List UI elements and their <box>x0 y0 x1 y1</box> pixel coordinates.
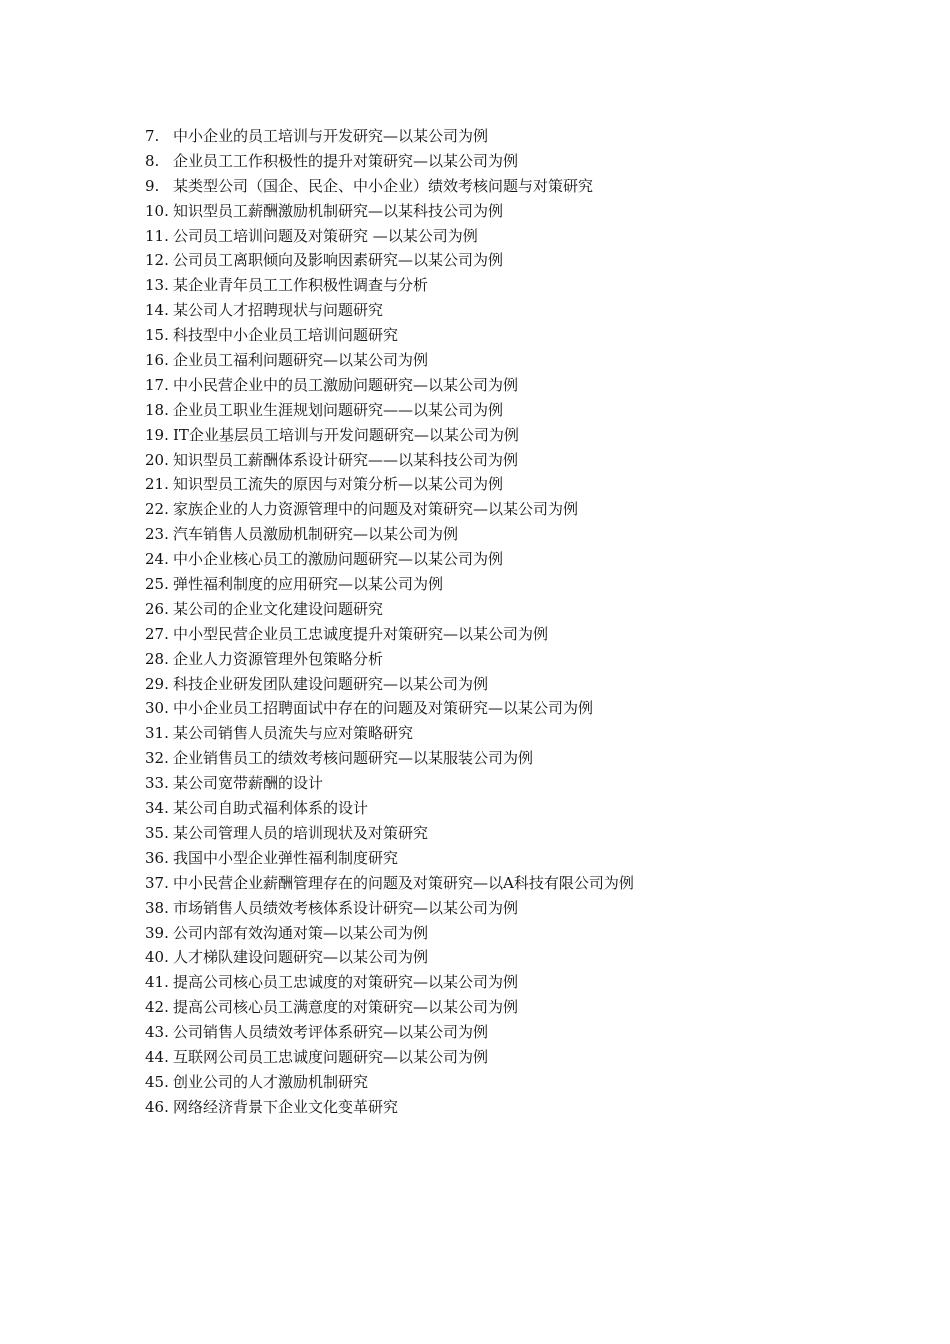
topic-number: 31. <box>145 724 169 743</box>
topic-number: 20. <box>145 450 169 469</box>
topic-title: 科技企业研发团队建设问题研究—以某公司为例 <box>173 674 489 693</box>
topic-number: 29. <box>145 674 169 693</box>
topic-number: 33. <box>145 774 169 793</box>
topic-item <box>145 945 865 970</box>
topic-item <box>145 696 865 721</box>
topic-title: 汽车销售人员激励机制研究—以某公司为例 <box>173 525 459 544</box>
topic-number: 26. <box>145 599 169 618</box>
topic-item <box>145 472 865 497</box>
topic-item <box>145 373 865 398</box>
topic-item <box>145 672 865 697</box>
topic-number: 19. <box>145 425 169 444</box>
topic-title: 某公司宽带薪酬的设计 <box>173 774 324 793</box>
topic-number: 43. <box>145 1023 169 1042</box>
topic-title: 提高公司核心员工忠诚度的对策研究—以某公司为例 <box>173 973 519 992</box>
topic-item <box>145 796 865 821</box>
topic-number: 17. <box>145 375 169 394</box>
topic-number: 23. <box>145 525 169 544</box>
topic-number: 42. <box>145 998 169 1017</box>
topic-number: 24. <box>145 550 169 569</box>
topic-item <box>145 572 865 597</box>
topic-number: 9. <box>145 176 160 195</box>
topic-title: 中小型民营企业员工忠诚度提升对策研究—以某公司为例 <box>173 624 549 643</box>
topic-title: 企业销售员工的绩效考核问题研究—以某服装公司为例 <box>173 749 534 768</box>
topic-number: 28. <box>145 649 169 668</box>
topic-title: 中小民营企业薪酬管理存在的问题及对策研究—以A科技有限公司为例 <box>173 873 634 892</box>
topic-title: 提高公司核心员工满意度的对策研究—以某公司为例 <box>173 998 519 1017</box>
topic-number: 34. <box>145 799 169 818</box>
topic-item <box>145 298 865 323</box>
topic-number: 12. <box>145 251 169 270</box>
topic-title: 公司内部有效沟通对策—以某公司为例 <box>173 923 429 942</box>
topic-title: 某公司管理人员的培训现状及对策研究 <box>173 823 429 842</box>
topic-title: 科技型中小企业员工培训问题研究 <box>173 326 399 345</box>
topic-title: 创业公司的人才激励机制研究 <box>173 1072 369 1091</box>
topic-title: 某类型公司（国企、民企、中小企业）绩效考核问题与对策研究 <box>173 176 594 195</box>
topic-number: 16. <box>145 351 169 370</box>
topic-number: 39. <box>145 923 169 942</box>
topic-item <box>145 224 865 249</box>
topic-title: 某公司的企业文化建设问题研究 <box>173 599 384 618</box>
topic-title: 知识型员工流失的原因与对策分析—以某公司为例 <box>173 475 504 494</box>
topic-title: IT企业基层员工培训与开发问题研究—以某公司为例 <box>173 425 519 444</box>
topic-number: 35. <box>145 823 169 842</box>
topic-item <box>145 149 865 174</box>
topic-title: 互联网公司员工忠诚度问题研究—以某公司为例 <box>173 1047 489 1066</box>
topic-item <box>145 273 865 298</box>
topic-title: 知识型员工薪酬激励机制研究—以某科技公司为例 <box>173 201 504 220</box>
topic-title: 公司销售人员绩效考评体系研究—以某公司为例 <box>173 1023 489 1042</box>
topic-item <box>145 821 865 846</box>
topic-title: 知识型员工薪酬体系设计研究——以某科技公司为例 <box>173 450 519 469</box>
topic-title: 中小企业员工招聘面试中存在的问题及对策研究—以某公司为例 <box>173 699 594 718</box>
topic-title: 公司员工培训问题及对策研究 —以某公司为例 <box>173 226 478 245</box>
topic-number: 10. <box>145 201 169 220</box>
topic-title: 企业员工职业生涯规划问题研究——以某公司为例 <box>173 400 504 419</box>
topic-item <box>145 647 865 672</box>
topic-number: 27. <box>145 624 169 643</box>
topic-list <box>145 124 865 1120</box>
topic-item <box>145 497 865 522</box>
topic-item <box>145 721 865 746</box>
topic-number: 21. <box>145 475 169 494</box>
topic-item <box>145 1020 865 1045</box>
topic-item <box>145 124 865 149</box>
topic-item <box>145 597 865 622</box>
topic-title: 某企业青年员工工作积极性调查与分析 <box>173 276 429 295</box>
topic-number: 44. <box>145 1047 169 1066</box>
topic-item <box>145 1045 865 1070</box>
topic-item <box>145 398 865 423</box>
topic-number: 37. <box>145 873 169 892</box>
topic-title: 弹性福利制度的应用研究—以某公司为例 <box>173 575 444 594</box>
topic-title: 企业员工工作积极性的提升对策研究—以某公司为例 <box>173 151 519 170</box>
topic-number: 46. <box>145 1097 169 1116</box>
topic-title: 中小民营企业中的员工激励问题研究—以某公司为例 <box>173 375 519 394</box>
topic-number: 36. <box>145 848 169 867</box>
topic-title: 中小企业的员工培训与开发研究—以某公司为例 <box>173 127 489 145</box>
topic-item <box>145 896 865 921</box>
topic-item <box>145 622 865 647</box>
topic-number: 41. <box>145 973 169 992</box>
topic-title: 企业人力资源管理外包策略分析 <box>173 649 384 668</box>
topic-item <box>145 423 865 448</box>
topic-number: 8. <box>145 151 160 170</box>
topic-number: 22. <box>145 500 169 519</box>
topic-number: 45. <box>145 1072 169 1091</box>
topic-number: 30. <box>145 699 169 718</box>
topic-number: 15. <box>145 326 169 345</box>
topic-item <box>145 547 865 572</box>
topic-item <box>145 970 865 995</box>
topic-item <box>145 771 865 796</box>
topic-number: 40. <box>145 948 169 967</box>
topic-item <box>145 846 865 871</box>
topic-title: 某公司销售人员流失与应对策略研究 <box>173 724 414 743</box>
topic-item <box>145 1070 865 1095</box>
topic-number: 11. <box>145 226 169 245</box>
topic-number: 13. <box>145 276 169 295</box>
topic-item <box>145 995 865 1020</box>
topic-number: 32. <box>145 749 169 768</box>
topic-title: 公司员工离职倾向及影响因素研究—以某公司为例 <box>173 251 504 270</box>
topic-item <box>145 448 865 473</box>
topic-number: 7. <box>145 127 160 145</box>
topic-title: 人才梯队建设问题研究—以某公司为例 <box>173 948 429 967</box>
topic-item <box>145 1095 865 1120</box>
topic-number: 25. <box>145 575 169 594</box>
topic-item <box>145 323 865 348</box>
topic-title: 市场销售人员绩效考核体系设计研究—以某公司为例 <box>173 898 519 917</box>
topic-item <box>145 248 865 273</box>
topic-item <box>145 871 865 896</box>
topic-number: 14. <box>145 301 169 320</box>
topic-item <box>145 746 865 771</box>
topic-title: 某公司人才招聘现状与问题研究 <box>173 301 384 320</box>
topic-title: 某公司自助式福利体系的设计 <box>173 799 369 818</box>
topic-title: 家族企业的人力资源管理中的问题及对策研究—以某公司为例 <box>173 500 579 519</box>
topic-item <box>145 174 865 199</box>
topic-number: 38. <box>145 898 169 917</box>
topic-item <box>145 348 865 373</box>
topic-item <box>145 522 865 547</box>
topic-title: 中小企业核心员工的激励问题研究—以某公司为例 <box>173 550 504 569</box>
topic-title: 我国中小型企业弹性福利制度研究 <box>173 848 399 867</box>
topic-item <box>145 199 865 224</box>
topic-title: 企业员工福利问题研究—以某公司为例 <box>173 351 429 370</box>
topic-item <box>145 921 865 946</box>
topic-number: 18. <box>145 400 169 419</box>
topic-title: 网络经济背景下企业文化变革研究 <box>173 1097 399 1116</box>
